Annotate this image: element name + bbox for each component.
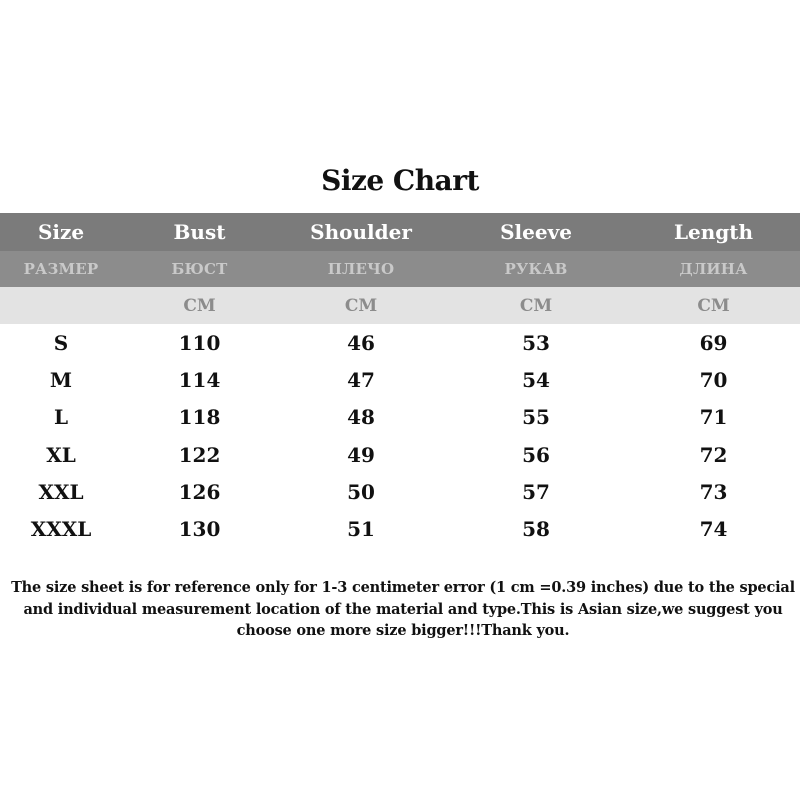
header-shoulder: Shoulder bbox=[310, 220, 412, 244]
cell-bust: 114 bbox=[178, 367, 221, 392]
cell-shoulder: 49 bbox=[347, 442, 375, 467]
cell-bust: 122 bbox=[178, 442, 221, 467]
size-table bbox=[0, 213, 800, 548]
unit-length: CM bbox=[697, 295, 730, 316]
cell-shoulder: 50 bbox=[347, 479, 375, 504]
table-row-s bbox=[0, 324, 800, 361]
cell-bust: 110 bbox=[178, 330, 221, 355]
header-bust-ru: БЮСТ bbox=[171, 260, 228, 278]
unit-size bbox=[0, 287, 122, 324]
cell-bust: 126 bbox=[178, 479, 221, 504]
table-row-xxl bbox=[0, 473, 800, 510]
table-row-xl bbox=[0, 436, 800, 473]
header-shoulder-ru: ПЛЕЧО bbox=[327, 260, 395, 278]
cell-sleeve: 55 bbox=[522, 405, 550, 430]
unit-sleeve: CM bbox=[519, 295, 553, 316]
header-row-russian bbox=[0, 251, 800, 287]
cell-shoulder: 46 bbox=[347, 330, 375, 355]
cell-sleeve: 58 bbox=[522, 517, 550, 542]
cell-bust: 130 bbox=[178, 517, 221, 542]
table-row-l bbox=[0, 399, 800, 436]
cell-length: 70 bbox=[699, 367, 728, 392]
cell-length: 69 bbox=[699, 330, 728, 355]
disclaimer-note: The size sheet is for reference only for 1-3 centimeter error (1 cm =0.39 inches) due to the special and individual measurement location of the material and type.This is Asian size,we suggest you choose one more size bigger!!!Thank you. bbox=[11, 579, 795, 639]
header-size: Size bbox=[37, 220, 85, 244]
table-row-m bbox=[0, 361, 800, 398]
cell-shoulder: 48 bbox=[347, 405, 375, 430]
cell-size: M bbox=[49, 367, 73, 392]
table-row-xxxl bbox=[0, 510, 800, 547]
header-row-english bbox=[0, 213, 800, 251]
header-length: Length bbox=[673, 220, 754, 244]
header-size-ru: РАЗМЕР bbox=[23, 260, 99, 278]
unit-bust: CM bbox=[183, 295, 216, 316]
unit-row bbox=[0, 287, 800, 324]
cell-length: 71 bbox=[699, 405, 728, 430]
cell-length: 73 bbox=[699, 479, 728, 504]
header-sleeve: Sleeve bbox=[500, 220, 572, 244]
cell-size: XXXL bbox=[30, 517, 92, 542]
cell-shoulder: 51 bbox=[347, 517, 375, 542]
cell-bust: 118 bbox=[178, 405, 221, 430]
cell-size: S bbox=[53, 330, 69, 355]
cell-sleeve: 56 bbox=[522, 442, 550, 467]
cell-shoulder: 47 bbox=[347, 367, 375, 392]
cell-sleeve: 54 bbox=[522, 367, 550, 392]
cell-size: XXL bbox=[38, 479, 84, 504]
header-length-ru: ДЛИНА bbox=[679, 260, 748, 278]
header-bust: Bust bbox=[173, 220, 226, 244]
cell-length: 74 bbox=[699, 517, 728, 542]
cell-sleeve: 53 bbox=[522, 330, 550, 355]
cell-sleeve: 57 bbox=[522, 479, 550, 504]
unit-shoulder: CM bbox=[344, 295, 378, 316]
chart-title: Size Chart bbox=[321, 164, 479, 197]
cell-size: L bbox=[53, 405, 69, 430]
cell-size: XL bbox=[46, 442, 76, 467]
header-sleeve-ru: РУКАВ bbox=[504, 260, 568, 278]
cell-length: 72 bbox=[699, 442, 728, 467]
